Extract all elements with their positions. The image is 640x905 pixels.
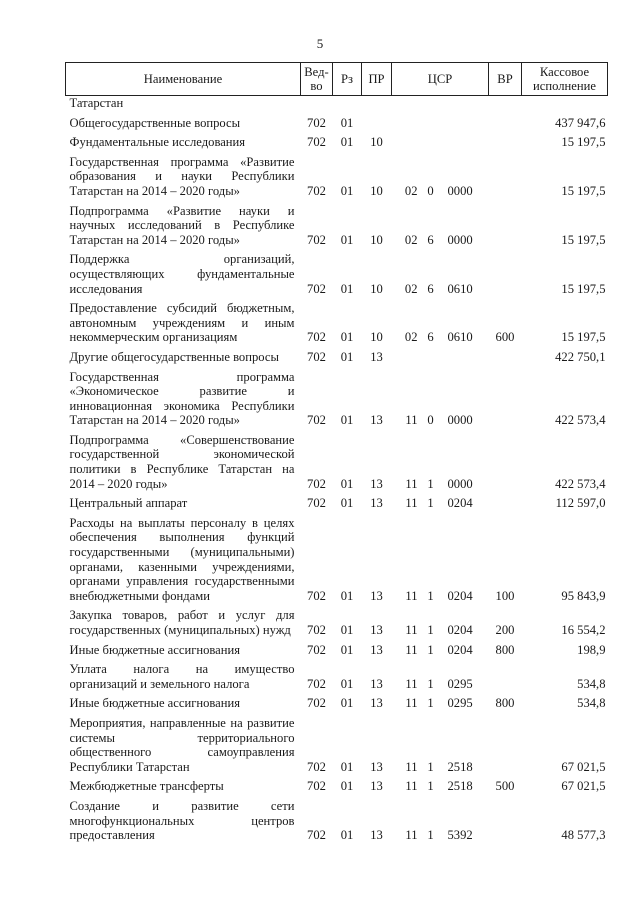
row-pr: 13 — [370, 476, 383, 491]
row-sum: 95 843,9 — [561, 588, 606, 603]
table-row — [66, 511, 608, 604]
csr-direction: 0204 — [447, 588, 473, 603]
row-ved: 702 — [307, 779, 326, 794]
row-name: Центральный аппарат — [69, 496, 188, 511]
row-name: Поддержка организаций, осуществляющих фундаментальные исследования — [69, 252, 295, 296]
row-csr — [392, 111, 489, 131]
row-ved: 702 — [307, 642, 326, 657]
row-csr — [392, 711, 489, 774]
row-vr — [489, 657, 522, 691]
row-ved: 702 — [307, 696, 326, 711]
row-pr: 10 — [370, 183, 383, 198]
csr-subprogram: 0 — [427, 183, 434, 198]
csr-program: 02 — [404, 281, 418, 296]
row-name: Государственная программа «Развитие образования и науки Республики Татарстан на 2014 – 2020 годы» — [69, 154, 295, 198]
continuation-row — [66, 96, 608, 111]
row-rz: 01 — [340, 759, 354, 774]
row-sum: 15 197,5 — [561, 232, 606, 247]
csr-subprogram: 6 — [427, 281, 434, 296]
table-body — [66, 96, 608, 843]
row-name: Государственная программа «Экономическое развитие и инновационная экономика Республики Татарстан на 2014 – 2020 годы» — [69, 369, 295, 428]
row-sum: 16 554,2 — [561, 623, 606, 637]
csr-direction: 0295 — [447, 676, 473, 691]
row-pr: 10 — [370, 330, 383, 345]
csr-program: 11 — [405, 779, 418, 794]
row-rz: 01 — [340, 828, 354, 843]
table-row — [66, 365, 608, 428]
row-vr: 500 — [495, 779, 515, 794]
row-pr: 10 — [370, 135, 383, 150]
table-row — [66, 199, 608, 248]
row-csr — [392, 774, 489, 794]
header-rz: Рз — [333, 63, 362, 96]
row-pr: 13 — [370, 623, 383, 637]
row-sum: 422 573,4 — [555, 413, 606, 428]
table-row — [66, 603, 608, 637]
row-sum: 422 573,4 — [555, 476, 606, 491]
csr-program: 11 — [405, 588, 418, 603]
row-pr: 13 — [370, 496, 383, 511]
row-rz: 01 — [340, 349, 354, 364]
row-ved: 702 — [307, 281, 326, 296]
row-vr: 100 — [495, 588, 515, 603]
csr-direction: 5392 — [447, 828, 473, 843]
row-csr — [392, 511, 489, 604]
row-name: Иные бюджетные ассигнования — [69, 642, 241, 657]
table-row — [66, 428, 608, 491]
row-pr: 13 — [370, 696, 383, 711]
table-header-row — [66, 63, 608, 96]
table-row — [66, 774, 608, 794]
row-name: Подпрограмма «Развитие науки и научных исследований в Республике Татарстан на 2014 – 2020 годы» — [69, 203, 295, 247]
row-rz: 01 — [340, 642, 354, 657]
row-csr — [392, 130, 489, 150]
row-rz: 01 — [340, 135, 354, 150]
row-rz: 01 — [340, 623, 354, 637]
table-row — [66, 150, 608, 199]
row-rz: 01 — [340, 588, 354, 603]
csr-program: 11 — [405, 828, 418, 843]
csr-subprogram: 1 — [427, 588, 434, 603]
csr-direction: 0610 — [447, 330, 473, 345]
row-vr — [489, 111, 522, 131]
row-sum: 15 197,5 — [561, 135, 606, 150]
row-ved: 702 — [307, 476, 326, 491]
row-rz: 01 — [340, 413, 354, 428]
table-row — [66, 345, 608, 365]
row-pr: 13 — [370, 413, 383, 428]
row-name: Другие общегосударственные вопросы — [69, 349, 279, 364]
csr-subprogram: 6 — [427, 330, 434, 345]
header-sum: Кассовое исполнение — [522, 63, 608, 96]
row-vr: 800 — [495, 696, 515, 711]
csr-program: 11 — [405, 623, 418, 637]
row-rz: 01 — [340, 183, 354, 198]
csr-subprogram: 1 — [427, 696, 434, 711]
row-sum: 534,8 — [577, 696, 606, 711]
row-sum: 67 021,5 — [561, 759, 606, 774]
row-name: Межбюджетные трансферты — [69, 779, 224, 794]
csr-program: 11 — [405, 696, 418, 711]
row-pr: 10 — [370, 281, 383, 296]
csr-direction: 2518 — [447, 759, 473, 774]
header-vr: ВР — [489, 63, 522, 96]
row-pr: 13 — [370, 349, 383, 364]
csr-program: 02 — [404, 232, 418, 247]
csr-subprogram: 1 — [427, 676, 434, 691]
row-ved: 702 — [307, 349, 326, 364]
header-pr: ПР — [362, 63, 392, 96]
row-vr — [489, 491, 522, 511]
row-csr — [392, 296, 489, 345]
row-ved: 702 — [307, 413, 326, 428]
row-pr: 13 — [370, 588, 383, 603]
row-rz: 01 — [340, 779, 354, 794]
row-rz: 01 — [340, 696, 354, 711]
csr-program: 11 — [405, 413, 418, 428]
row-ved: 702 — [307, 330, 326, 345]
row-csr — [392, 691, 489, 711]
row-pr: 13 — [370, 642, 383, 657]
row-vr: 600 — [495, 330, 515, 345]
row-sum: 534,8 — [577, 676, 606, 691]
row-name: Закупка товаров, работ и услуг для государственных (муниципальных) нужд — [69, 608, 295, 637]
csr-subprogram: 0 — [427, 413, 434, 428]
page-number: 5 — [316, 36, 324, 51]
csr-direction: 0000 — [447, 476, 473, 491]
csr-program: 11 — [405, 496, 418, 511]
csr-direction: 0000 — [447, 232, 473, 247]
header-csr: ЦСР — [392, 63, 489, 96]
csr-subprogram: 1 — [427, 476, 434, 491]
row-ved: 702 — [307, 828, 326, 843]
row-sum: 15 197,5 — [561, 330, 606, 345]
row-name: Подпрограмма «Совершенствование государственной экономической политики в Республике Татарстан на 2014 – 2020 годы» — [69, 432, 295, 491]
row-csr — [392, 199, 489, 248]
row-csr — [392, 150, 489, 199]
csr-subprogram: 1 — [427, 779, 434, 794]
row-csr — [392, 794, 489, 843]
csr-subprogram: 1 — [427, 623, 434, 637]
row-rz: 01 — [340, 476, 354, 491]
row-ved: 702 — [307, 232, 326, 247]
csr-subprogram: 1 — [427, 828, 434, 843]
row-pr — [362, 111, 392, 131]
row-vr — [489, 711, 522, 774]
table-row — [66, 296, 608, 345]
row-sum: 422 750,1 — [555, 349, 606, 364]
row-vr: 800 — [495, 642, 515, 657]
row-ved: 702 — [307, 183, 326, 198]
table-row — [66, 794, 608, 843]
csr-direction: 0204 — [447, 623, 473, 637]
csr-subprogram: 1 — [427, 496, 434, 511]
row-sum: 67 021,5 — [561, 779, 606, 794]
row-csr — [392, 603, 489, 637]
row-vr — [489, 247, 522, 296]
budget-table-container — [65, 62, 607, 843]
csr-program: 11 — [405, 676, 418, 691]
row-sum: 15 197,5 — [561, 183, 606, 198]
row-vr — [489, 199, 522, 248]
row-csr — [392, 247, 489, 296]
table-row — [66, 638, 608, 658]
csr-direction: 0000 — [447, 413, 473, 428]
row-sum: 48 577,3 — [561, 828, 606, 843]
row-ved: 702 — [307, 135, 326, 150]
row-vr — [489, 365, 522, 428]
header-ved: Вед- во — [301, 63, 333, 96]
row-sum: 112 597,0 — [555, 496, 606, 511]
row-vr: 200 — [495, 623, 515, 637]
row-sum: 198,9 — [577, 642, 606, 657]
row-vr — [489, 130, 522, 150]
csr-direction: 0000 — [447, 183, 473, 198]
row-name: Расходы на выплаты персоналу в целях обеспечения выполнения функций государственными (муниципальными) органами, казенными учреждениями, органами управления государственными внебюджетными фондами — [69, 515, 295, 603]
row-rz: 01 — [340, 496, 354, 511]
continuation-text: Татарстан — [69, 96, 124, 110]
row-name: Предоставление субсидий бюджетным, автономным учреждениям и иным некоммерческим организациям — [69, 301, 295, 345]
table-row — [66, 691, 608, 711]
row-vr — [489, 794, 522, 843]
csr-subprogram: 6 — [427, 232, 434, 247]
row-csr — [392, 365, 489, 428]
row-ved: 702 — [307, 496, 326, 511]
row-name: Уплата налога на имущество организаций и земельного налога — [69, 662, 295, 691]
row-pr: 13 — [370, 676, 383, 691]
header-name: Наименование — [66, 63, 301, 96]
row-csr — [392, 345, 489, 365]
row-ved: 702 — [307, 115, 326, 130]
row-csr — [392, 491, 489, 511]
row-ved: 702 — [307, 623, 326, 637]
row-pr: 13 — [370, 759, 383, 774]
row-rz: 01 — [340, 281, 354, 296]
row-vr — [489, 345, 522, 365]
table-row — [66, 491, 608, 511]
row-pr: 13 — [370, 779, 383, 794]
csr-direction: 0204 — [447, 642, 473, 657]
row-ved: 702 — [307, 759, 326, 774]
csr-program: 11 — [405, 759, 418, 774]
row-sum: 437 947,6 — [555, 115, 606, 130]
row-ved: 702 — [307, 588, 326, 603]
table-row — [66, 711, 608, 774]
csr-program: 02 — [404, 330, 418, 345]
csr-direction: 0610 — [447, 281, 473, 296]
row-name: Общегосударственные вопросы — [69, 115, 241, 130]
csr-program: 11 — [405, 642, 418, 657]
csr-program: 11 — [405, 476, 418, 491]
row-name: Мероприятия, направленные на развитие системы территориального общественного самоуправления Республики Татарстан — [69, 715, 295, 774]
row-csr — [392, 638, 489, 658]
csr-direction: 0295 — [447, 696, 473, 711]
row-ved: 702 — [307, 676, 326, 691]
row-sum: 15 197,5 — [561, 281, 606, 296]
row-rz: 01 — [340, 676, 354, 691]
budget-execution-table — [65, 62, 608, 843]
table-row — [66, 111, 608, 131]
row-rz: 01 — [340, 330, 354, 345]
row-rz: 01 — [340, 232, 354, 247]
csr-subprogram: 1 — [427, 642, 434, 657]
row-name: Фундаментальные исследования — [69, 135, 246, 150]
csr-subprogram: 1 — [427, 759, 434, 774]
row-csr — [392, 657, 489, 691]
row-pr: 10 — [370, 232, 383, 247]
table-row — [66, 247, 608, 296]
row-vr — [489, 150, 522, 199]
row-pr: 13 — [370, 828, 383, 843]
table-row — [66, 657, 608, 691]
row-rz: 01 — [340, 115, 354, 130]
csr-direction: 0204 — [447, 496, 473, 511]
csr-program: 02 — [404, 183, 418, 198]
row-csr — [392, 428, 489, 491]
csr-direction: 2518 — [447, 779, 473, 794]
row-name: Создание и развитие сети многофункциональных центров предоставления — [69, 798, 295, 843]
row-vr — [489, 428, 522, 491]
table-row — [66, 130, 608, 150]
row-name: Иные бюджетные ассигнования — [69, 696, 241, 711]
